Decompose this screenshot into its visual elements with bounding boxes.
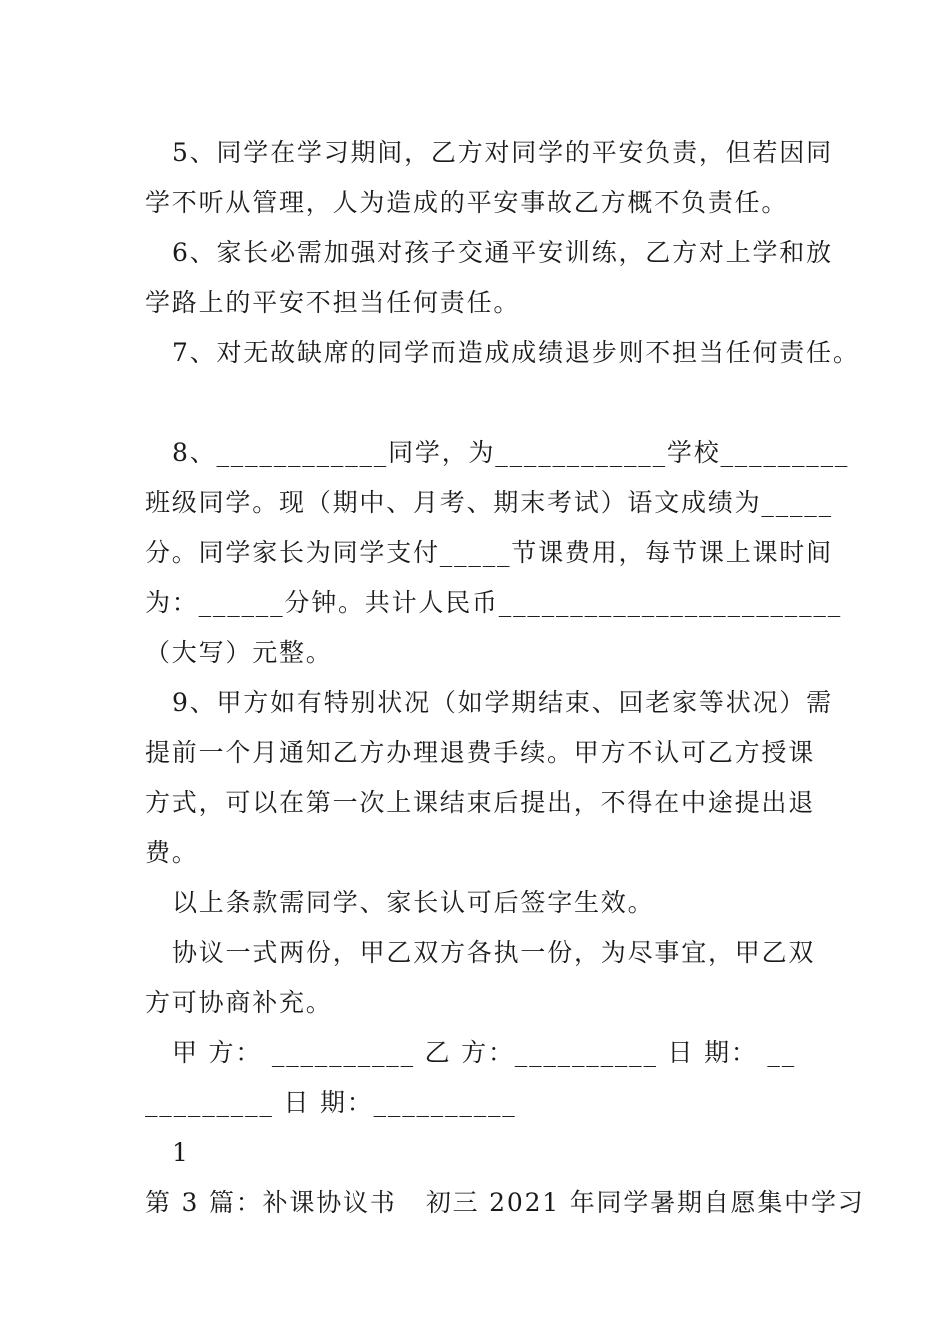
signature-line-1: 甲 方： __________ 乙 方：__________ 日 期： __ bbox=[172, 1038, 797, 1067]
clause-9-line-4: 费。 bbox=[145, 838, 199, 867]
clause-8-line-2: 班级同学。现（期中、月考、期末考试）语文成绩为_____ bbox=[145, 488, 833, 517]
clause-8-line-5: （大写）元整。 bbox=[145, 638, 333, 667]
clause-8-line-4: 为：______分钟。共计人民币________________________ bbox=[145, 588, 843, 617]
clause-8-line-3: 分。同学家长为同学支付_____节课费用，每节课上课时间 bbox=[145, 538, 833, 567]
clause-5-line-1: 5、同学在学习期间，乙方对同学的平安负责，但若因同 bbox=[172, 138, 833, 167]
copies-line-2: 方可协商补充。 bbox=[145, 988, 333, 1017]
clause-6-line-1: 6、家长必需加强对孩子交通平安训练，乙方对上学和放 bbox=[172, 238, 833, 267]
effect-statement: 以上条款需同学、家长认可后签字生效。 bbox=[172, 888, 655, 917]
clause-9-line-2: 提前一个月通知乙方办理退费手续。甲方不认可乙方授课 bbox=[145, 738, 816, 767]
clause-8-line-1: 8、____________同学，为____________学校_________ bbox=[172, 438, 850, 467]
page-number: 1 bbox=[172, 1138, 190, 1167]
clause-9-line-3: 方式，可以在第一次上课结束后提出，不得在中途提出退 bbox=[145, 788, 816, 817]
clause-7-line-1: 7、对无故缺席的同学而造成成绩退步则不担当任何责任。 bbox=[172, 338, 860, 367]
clause-6-line-2: 学路上的平安不担当任何责任。 bbox=[145, 288, 521, 317]
clause-5-line-2: 学不听从管理，人为造成的平安事故乙方概不负责任。 bbox=[145, 188, 789, 217]
clause-9-line-1: 9、甲方如有特别状况（如学期结束、回老家等状况）需 bbox=[172, 688, 833, 717]
next-section-title: 第 3 篇：补课协议书 初三 2021 年同学暑期自愿集中学习 bbox=[145, 1188, 865, 1217]
signature-line-2: _________ 日 期：__________ bbox=[145, 1088, 517, 1117]
copies-line-1: 协议一式两份，甲乙双方各执一份，为尽事宜，甲乙双 bbox=[172, 938, 816, 967]
